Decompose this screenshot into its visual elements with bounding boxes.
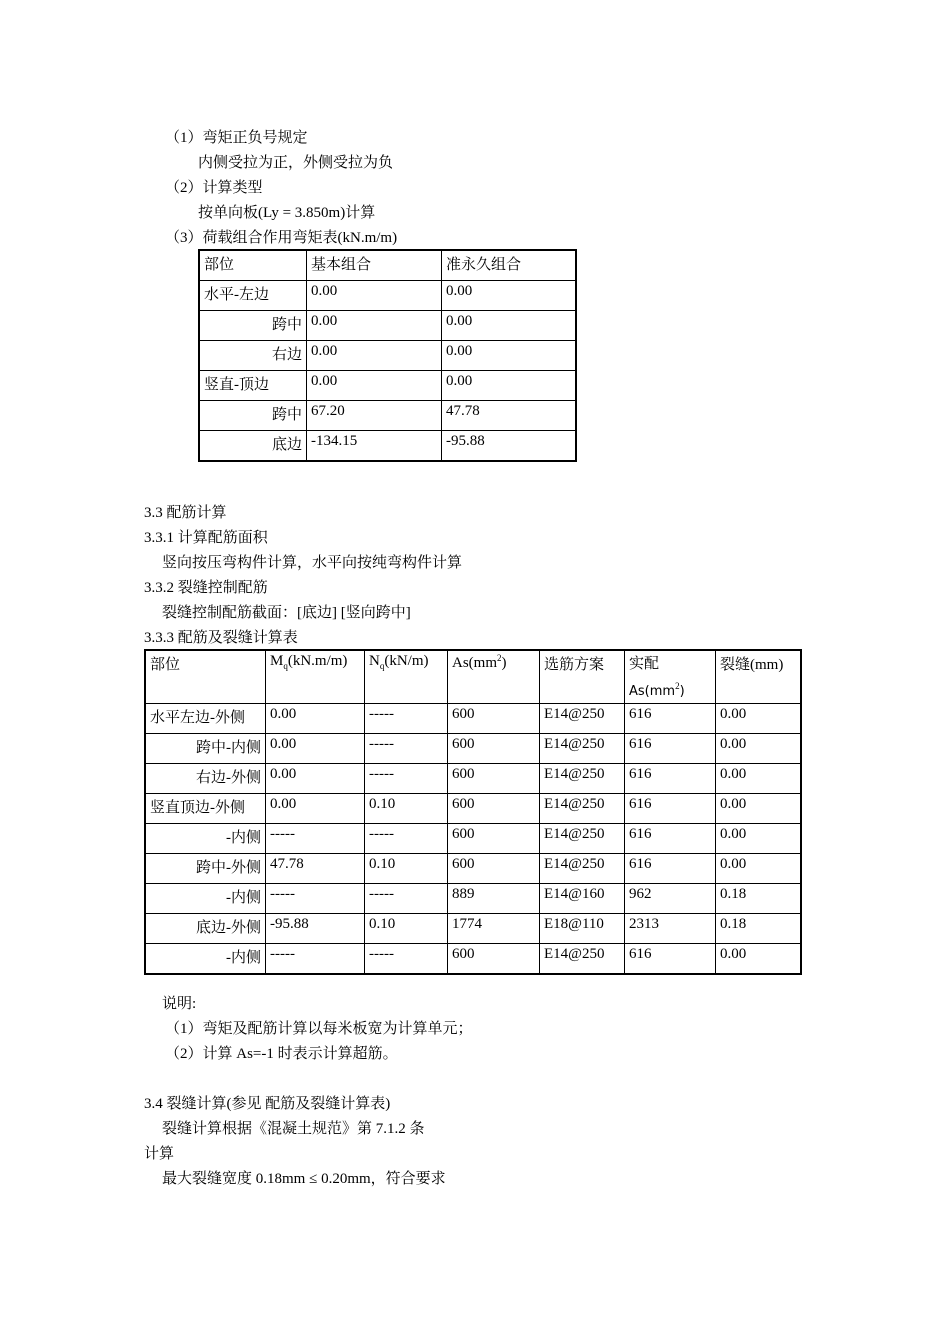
header-actual-as: 实配 $As(mm^2)$: [625, 650, 716, 704]
item2-title: （2）计算类型: [165, 180, 263, 196]
table-cell: 600: [448, 794, 540, 824]
table-cell: 600: [448, 944, 540, 975]
heading-3-3-2: 3.3.2 裂缝控制配筋: [144, 580, 268, 596]
table-row: [199, 371, 576, 401]
part-cell: 竖直-顶边: [199, 371, 307, 401]
table-cell: 616: [625, 824, 716, 854]
header-cell: 准永久组合: [442, 250, 577, 281]
table-cell: 1774: [448, 914, 540, 944]
table-cell: 47.78: [266, 854, 365, 884]
part-cell: 跨中-外侧: [145, 854, 266, 884]
value-cell: 67.20: [307, 401, 442, 431]
header-cell: 部位: [199, 250, 307, 281]
table-cell: E14@250: [540, 854, 625, 884]
value-cell: 0.00: [307, 341, 442, 371]
header-cell: 基本组合: [307, 250, 442, 281]
table-row: [199, 311, 576, 341]
header-scheme: 选筋方案: [540, 650, 625, 704]
part-cell: 跨中-内侧: [145, 734, 266, 764]
table-cell: 600: [448, 704, 540, 734]
part-cell: 右边: [199, 341, 307, 371]
text-3-3-1: 竖向按压弯构件计算，水平向按纯弯构件计算: [162, 555, 463, 571]
table-cell: 0.18: [716, 884, 802, 914]
table-cell: E14@250: [540, 794, 625, 824]
table-cell: -----: [266, 884, 365, 914]
heading-3-3-1: 3.3.1 计算配筋面积: [144, 530, 268, 546]
value-cell: -134.15: [307, 431, 442, 462]
table-cell: 0.10: [365, 794, 448, 824]
table-cell: 600: [448, 764, 540, 794]
crack-text-3: 最大裂缝宽度 0.18mm ≤ 0.20mm，符合要求: [162, 1171, 446, 1187]
table-row: [145, 734, 801, 764]
table-row: [145, 764, 801, 794]
rebar-crack-table: [144, 649, 802, 975]
table-cell: 616: [625, 794, 716, 824]
table-cell: 0.10: [365, 914, 448, 944]
moment-table: [198, 249, 577, 462]
table-cell: -----: [365, 884, 448, 914]
table-row: [145, 944, 801, 975]
table-cell: 0.10: [365, 854, 448, 884]
table-cell: 600: [448, 734, 540, 764]
table-cell: E14@250: [540, 944, 625, 975]
value-cell: 0.00: [307, 281, 442, 311]
table-cell: 0.00: [716, 734, 802, 764]
part-cell: -内侧: [145, 944, 266, 975]
table-cell: 0.00: [266, 704, 365, 734]
table-cell: -----: [365, 734, 448, 764]
item1-text: 内侧受拉为正，外侧受拉为负: [198, 155, 394, 171]
table-row: [145, 914, 801, 944]
table-cell: 616: [625, 764, 716, 794]
value-cell: 0.00: [307, 311, 442, 341]
value-cell: 0.00: [442, 311, 577, 341]
table-cell: 616: [625, 734, 716, 764]
value-cell: 47.78: [442, 401, 577, 431]
table-cell: 0.00: [716, 794, 802, 824]
value-cell: 0.00: [442, 341, 577, 371]
table-cell: 0.00: [716, 704, 802, 734]
table-cell: E14@250: [540, 824, 625, 854]
table-cell: 2313: [625, 914, 716, 944]
table-cell: -----: [365, 824, 448, 854]
table-cell: 616: [625, 704, 716, 734]
table-cell: E14@250: [540, 734, 625, 764]
note-1: （1）弯矩及配筋计算以每米板宽为计算单元；: [165, 1021, 473, 1037]
text-3-3-2: 裂缝控制配筋截面：[底边] [竖向跨中]: [162, 605, 411, 621]
table-cell: 962: [625, 884, 716, 914]
part-cell: 水平左边-外侧: [145, 704, 266, 734]
table-cell: 600: [448, 824, 540, 854]
table-cell: -----: [365, 704, 448, 734]
value-cell: 0.00: [442, 281, 577, 311]
table-cell: E14@160: [540, 884, 625, 914]
header-as: $As(mm^2)$: [448, 650, 540, 704]
table-row: [199, 431, 576, 462]
table-row: [145, 824, 801, 854]
table-cell: E14@250: [540, 704, 625, 734]
part-cell: 底边-外侧: [145, 914, 266, 944]
table-cell: 0.18: [716, 914, 802, 944]
header-nq: $N_q(kN/m)$: [365, 650, 448, 704]
item2-text: 按单向板(Ly = 3.850m)计算: [198, 205, 376, 221]
part-cell: 右边-外侧: [145, 764, 266, 794]
table-cell: 889: [448, 884, 540, 914]
table-row: [199, 341, 576, 371]
table-cell: E14@250: [540, 764, 625, 794]
header-crack: 裂缝(mm): [716, 650, 802, 704]
value-cell: 0.00: [307, 371, 442, 401]
table-header-row: [145, 650, 801, 704]
part-cell: 跨中: [199, 401, 307, 431]
note-2: （2）计算 As=-1 时表示计算超筋。: [165, 1046, 398, 1062]
table-cell: -----: [266, 824, 365, 854]
heading-3-3-3: 3.3.3 配筋及裂缝计算表: [144, 630, 298, 646]
table-row: [145, 854, 801, 884]
table-cell: 0.00: [716, 854, 802, 884]
value-cell: -95.88: [442, 431, 577, 462]
part-cell: 竖直顶边-外侧: [145, 794, 266, 824]
header-part: 部位: [145, 650, 266, 704]
heading-3-4: 3.4 裂缝计算(参见 配筋及裂缝计算表): [144, 1096, 391, 1112]
part-cell: -内侧: [145, 884, 266, 914]
value-cell: 0.00: [442, 371, 577, 401]
table-cell: -----: [365, 944, 448, 975]
heading-3-3: 3.3 配筋计算: [144, 505, 227, 521]
table-cell: -----: [266, 944, 365, 975]
part-cell: -内侧: [145, 824, 266, 854]
table-cell: 600: [448, 854, 540, 884]
table-cell: 616: [625, 944, 716, 975]
table-cell: -95.88: [266, 914, 365, 944]
table-row: [199, 401, 576, 431]
table-cell: 0.00: [716, 764, 802, 794]
table-row: [145, 704, 801, 734]
notes-title: 说明:: [162, 996, 197, 1012]
part-cell: 水平-左边: [199, 281, 307, 311]
table-cell: 0.00: [716, 824, 802, 854]
table-cell: 0.00: [266, 764, 365, 794]
part-cell: 底边: [199, 431, 307, 462]
table-cell: E18@110: [540, 914, 625, 944]
table-row: [199, 281, 576, 311]
item3-title: （3）荷载组合作用弯矩表(kN.m/m): [165, 230, 398, 246]
table-cell: 0.00: [266, 794, 365, 824]
part-cell: 跨中: [199, 311, 307, 341]
table-row: [145, 884, 801, 914]
header-mq: $M_q(kN.m/m)$: [266, 650, 365, 704]
table-cell: 0.00: [266, 734, 365, 764]
item1-title: （1）弯矩正负号规定: [165, 130, 308, 146]
table-header-row: [199, 250, 576, 281]
table-cell: 616: [625, 854, 716, 884]
crack-text-2: 计算: [144, 1146, 175, 1162]
table-cell: -----: [365, 764, 448, 794]
crack-text-1: 裂缝计算根据《混凝土规范》第 7.1.2 条: [162, 1121, 425, 1137]
table-cell: 0.00: [716, 944, 802, 975]
table-row: [145, 794, 801, 824]
